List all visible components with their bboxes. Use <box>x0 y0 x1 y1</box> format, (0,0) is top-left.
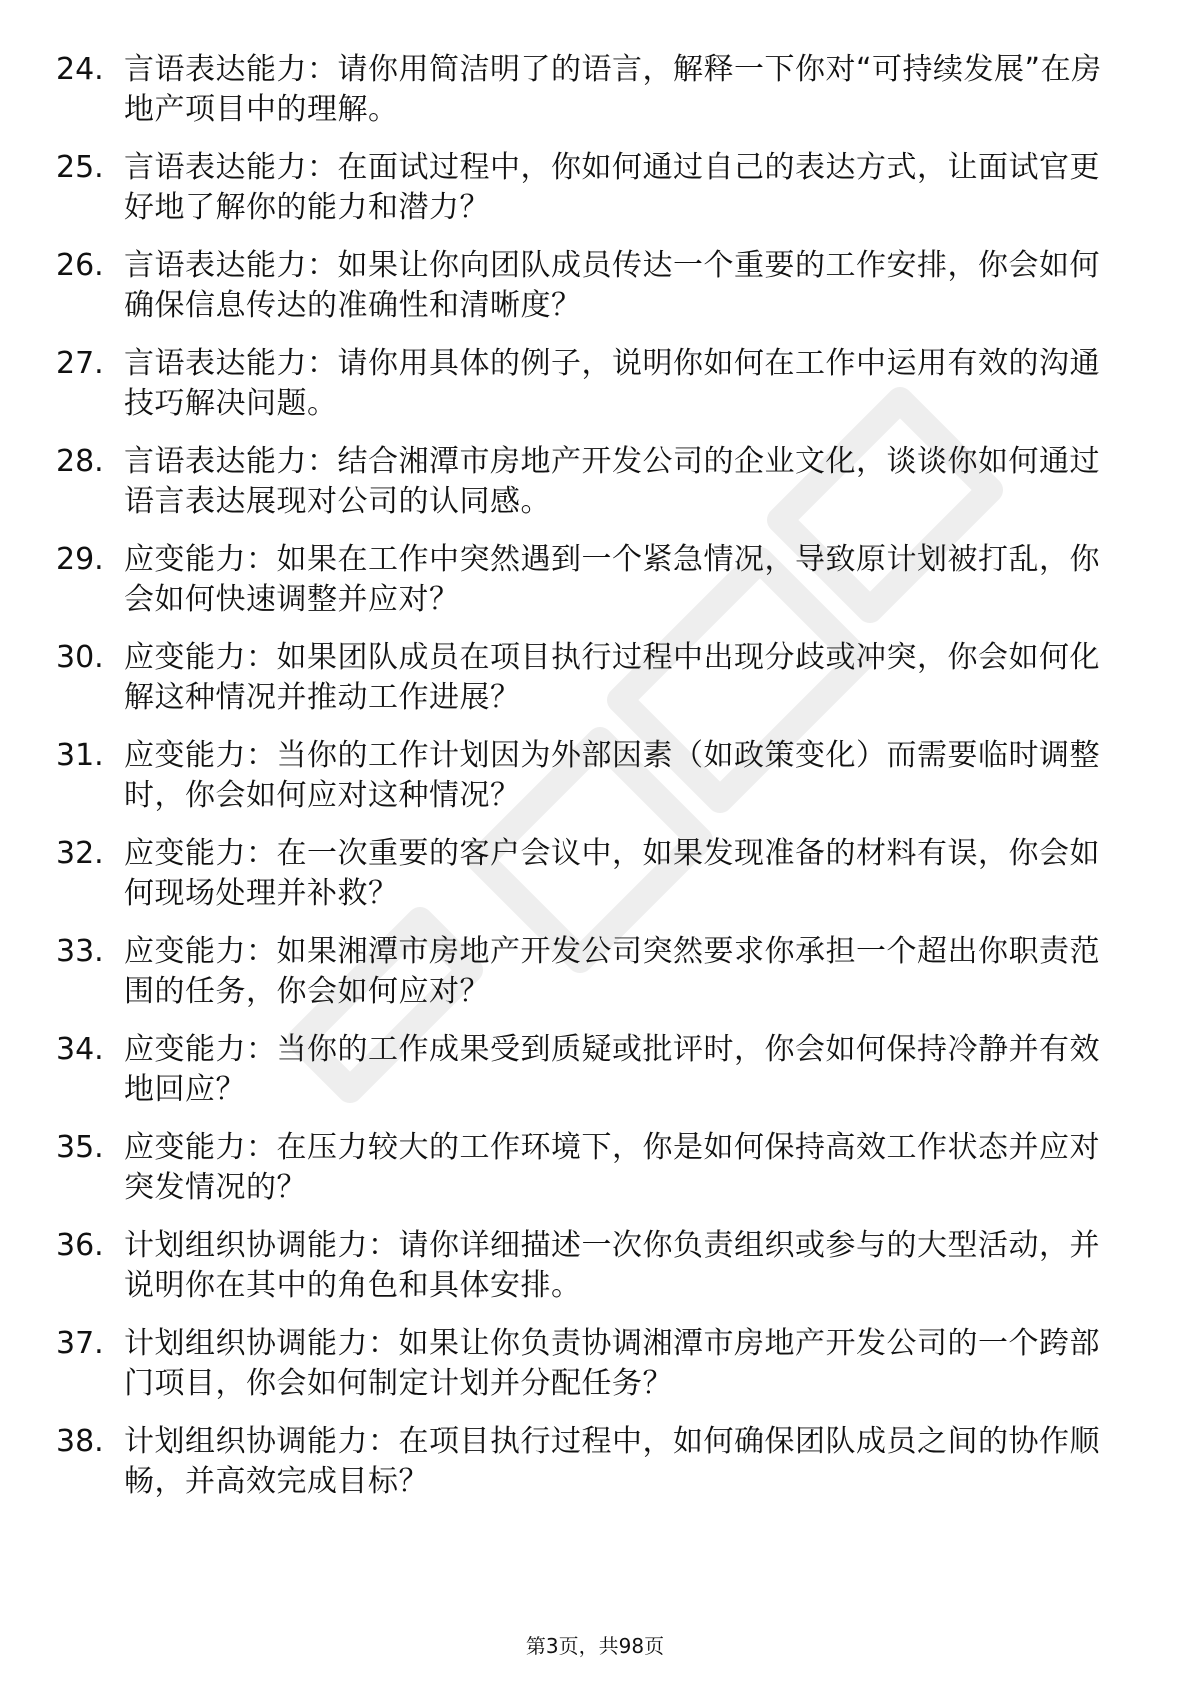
list-item <box>56 1128 1126 1208</box>
question-text: 计划组织协调能力：在项目执行过程中，如何确保团队成员之间的协作顺畅，并高效完成目标？ <box>124 1424 1100 1499</box>
question-number: 24. <box>56 52 104 87</box>
question-number: 35. <box>56 1130 104 1165</box>
question-list <box>56 50 1126 1520</box>
list-item <box>56 540 1126 620</box>
question-text: 应变能力：在一次重要的客户会议中，如果发现准备的材料有误，你会如何现场处理并补救？ <box>124 836 1100 911</box>
question-number: 36. <box>56 1228 104 1263</box>
list-item <box>56 1030 1126 1110</box>
question-number: 32. <box>56 836 104 871</box>
page-number-label: 第3页，共98页 <box>525 1634 665 1658</box>
list-item <box>56 1422 1126 1502</box>
list-item <box>56 834 1126 914</box>
list-item <box>56 1324 1126 1404</box>
question-text: 言语表达能力：请你用简洁明了的语言，解释一下你对“可持续发展”在房地产项目中的理解。 <box>124 52 1102 127</box>
question-number: 28. <box>56 444 104 479</box>
list-item <box>56 442 1126 522</box>
page-footer <box>0 1630 1190 1659</box>
question-text: 应变能力：如果团队成员在项目执行过程中出现分歧或冲突，你会如何化解这种情况并推动工作进展？ <box>124 640 1100 715</box>
question-number: 34. <box>56 1032 104 1067</box>
list-item <box>56 344 1126 424</box>
question-number: 37. <box>56 1326 104 1361</box>
question-text: 计划组织协调能力：请你详细描述一次你负责组织或参与的大型活动，并说明你在其中的角色和具体安排。 <box>124 1228 1100 1303</box>
list-item <box>56 736 1126 816</box>
question-text: 言语表达能力：如果让你向团队成员传达一个重要的工作安排，你会如何确保信息传达的准确性和清晰度？ <box>124 248 1100 323</box>
list-item <box>56 148 1126 228</box>
question-number: 25. <box>56 150 104 185</box>
question-text: 应变能力：如果湘潭市房地产开发公司突然要求你承担一个超出你职责范围的任务，你会如何应对？ <box>124 934 1100 1009</box>
question-text: 应变能力：当你的工作计划因为外部因素（如政策变化）而需要临时调整时，你会如何应对这种情况？ <box>124 738 1100 813</box>
list-item <box>56 1226 1126 1306</box>
list-item <box>56 50 1126 130</box>
question-number: 33. <box>56 934 104 969</box>
question-number: 31. <box>56 738 104 773</box>
question-text: 言语表达能力：在面试过程中，你如何通过自己的表达方式，让面试官更好地了解你的能力和潜力？ <box>124 150 1100 225</box>
question-number: 26. <box>56 248 104 283</box>
list-item <box>56 638 1126 718</box>
question-number: 27. <box>56 346 104 381</box>
question-text: 言语表达能力：结合湘潭市房地产开发公司的企业文化，谈谈你如何通过语言表达展现对公司的认同感。 <box>124 444 1100 519</box>
question-text: 应变能力：如果在工作中突然遇到一个紧急情况，导致原计划被打乱，你会如何快速调整并应对？ <box>124 542 1100 617</box>
question-number: 38. <box>56 1424 104 1459</box>
question-number: 30. <box>56 640 104 675</box>
question-text: 言语表达能力：请你用具体的例子，说明你如何在工作中运用有效的沟通技巧解决问题。 <box>124 346 1100 421</box>
question-text: 计划组织协调能力：如果让你负责协调湘潭市房地产开发公司的一个跨部门项目，你会如何制定计划并分配任务？ <box>124 1326 1100 1401</box>
question-text: 应变能力：在压力较大的工作环境下，你是如何保持高效工作状态并应对突发情况的？ <box>124 1130 1100 1205</box>
list-item <box>56 246 1126 326</box>
question-number: 29. <box>56 542 104 577</box>
question-text: 应变能力：当你的工作成果受到质疑或批评时，你会如何保持冷静并有效地回应？ <box>124 1032 1100 1107</box>
list-item <box>56 932 1126 1012</box>
